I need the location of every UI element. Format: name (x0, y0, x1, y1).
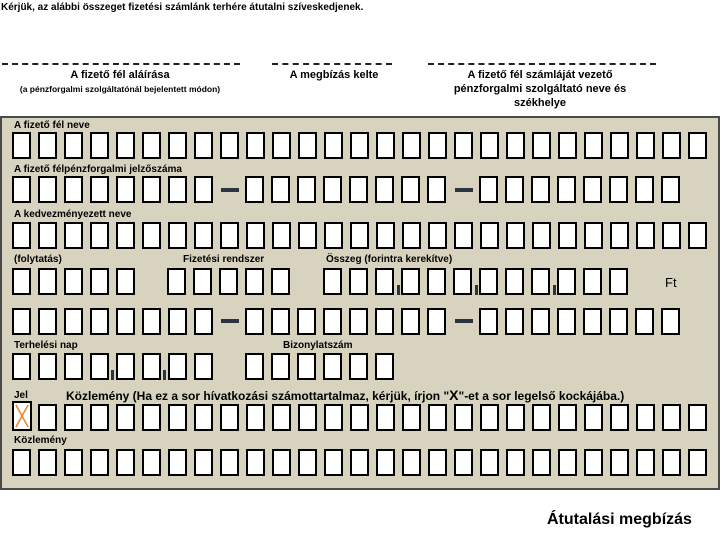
payer-account-char-box[interactable] (297, 176, 316, 203)
payer-account-char-box[interactable] (194, 176, 213, 203)
payer-name-char-box[interactable] (64, 132, 83, 159)
payer-account-char-box[interactable] (271, 176, 290, 203)
remittance-char-box[interactable] (636, 449, 655, 476)
separator-tick (397, 285, 400, 295)
document-number-char-box[interactable] (245, 353, 264, 380)
beneficiary-name-char-box[interactable] (636, 222, 655, 249)
payer-account-char-box[interactable] (116, 176, 135, 203)
bank-label: A fizető fél számláját vezető pénzforgalmi szolgáltató neve és székhelye (453, 69, 627, 109)
beneficiary-account-char-box[interactable] (661, 308, 680, 335)
beneficiary-account-char-box[interactable] (505, 308, 524, 335)
beneficiary-account-char-box[interactable] (375, 308, 394, 335)
signature-line (2, 63, 240, 65)
amount-char-box[interactable] (557, 268, 576, 295)
remittance-char-box[interactable] (350, 449, 369, 476)
payer-name-char-box[interactable] (90, 132, 109, 159)
debit-date-char-box[interactable] (12, 353, 31, 380)
remittance-char-box[interactable] (116, 404, 135, 431)
payer-account-char-box[interactable] (375, 176, 394, 203)
continuation-char-box[interactable] (116, 268, 135, 295)
payer-account-label: A fizető félpénzforgalmi jelzőszáma (14, 164, 182, 175)
payer-account-char-box[interactable] (38, 176, 57, 203)
payer-account-char-box[interactable] (427, 176, 446, 203)
remittance-char-box[interactable] (402, 449, 421, 476)
payer-name-char-box[interactable] (324, 132, 343, 159)
remittance-char-box[interactable] (402, 404, 421, 431)
remittance-char-box[interactable] (220, 404, 239, 431)
remittance-char-box[interactable] (610, 404, 629, 431)
payer-account-char-box[interactable] (401, 176, 420, 203)
amount-char-box[interactable] (349, 268, 368, 295)
payer-account-char-box[interactable] (12, 176, 31, 203)
remittance-char-box[interactable] (558, 404, 577, 431)
remittance-char-box[interactable] (272, 449, 291, 476)
separator-dash (221, 188, 239, 192)
payer-account-char-box[interactable] (323, 176, 342, 203)
beneficiary-name-char-box[interactable] (12, 222, 31, 249)
payer-account-char-box[interactable] (90, 176, 109, 203)
beneficiary-account-char-box[interactable] (38, 308, 57, 335)
flag-checkbox[interactable] (12, 401, 32, 431)
document-number-char-box[interactable] (375, 353, 394, 380)
payer-name-char-box[interactable] (636, 132, 655, 159)
payer-name-char-box[interactable] (688, 132, 707, 159)
remittance-title-pre: Közlemény (Ha ez a sor hívatkozási számottartalmaz, kérjük, írjon " (66, 389, 450, 403)
beneficiary-account-char-box[interactable] (245, 308, 264, 335)
remittance-char-box[interactable] (168, 449, 187, 476)
beneficiary-account-char-box[interactable] (635, 308, 654, 335)
remittance-char-box[interactable] (480, 449, 499, 476)
beneficiary-name-char-box[interactable] (324, 222, 343, 249)
beneficiary-name-char-box[interactable] (220, 222, 239, 249)
remittance-char-box[interactable] (64, 404, 83, 431)
payer-account-char-box[interactable] (557, 176, 576, 203)
remittance-char-box[interactable] (662, 449, 681, 476)
payer-name-char-box[interactable] (38, 132, 57, 159)
remittance-char-box[interactable] (662, 404, 681, 431)
payer-account-char-box[interactable] (583, 176, 602, 203)
remittance-char-box[interactable] (350, 404, 369, 431)
currency-label: Ft (665, 275, 677, 290)
beneficiary-name-char-box[interactable] (194, 222, 213, 249)
remittance-char-box[interactable] (454, 449, 473, 476)
beneficiary-account-char-box[interactable] (557, 308, 576, 335)
payer-name-char-box[interactable] (584, 132, 603, 159)
payer-name-char-box[interactable] (610, 132, 629, 159)
document-number-char-box[interactable] (323, 353, 342, 380)
beneficiary-account-char-box[interactable] (427, 308, 446, 335)
remittance-char-box[interactable] (116, 449, 135, 476)
beneficiary-name-char-box[interactable] (532, 222, 551, 249)
amount-char-box[interactable] (531, 268, 550, 295)
beneficiary-account-char-box[interactable] (583, 308, 602, 335)
payer-name-char-box[interactable] (142, 132, 161, 159)
payer-account-char-box[interactable] (661, 176, 680, 203)
remittance-title-x: X (449, 387, 459, 403)
remittance-char-box[interactable] (324, 449, 343, 476)
beneficiary-name-char-box[interactable] (428, 222, 447, 249)
beneficiary-name-char-box[interactable] (402, 222, 421, 249)
date-label: A megbízás kelte (289, 69, 379, 81)
beneficiary-name-char-box[interactable] (116, 222, 135, 249)
beneficiary-name-char-box[interactable] (688, 222, 707, 249)
separator-tick (163, 370, 166, 380)
beneficiary-account-char-box[interactable] (194, 308, 213, 335)
debit-date-char-box[interactable] (64, 353, 83, 380)
separator-dash (455, 319, 473, 323)
payer-account-char-box[interactable] (245, 176, 264, 203)
amount-char-box[interactable] (323, 268, 342, 295)
remittance-char-box[interactable] (38, 404, 57, 431)
remittance-char-box[interactable] (298, 449, 317, 476)
debit-date-char-box[interactable] (90, 353, 109, 380)
continuation-char-box[interactable] (90, 268, 109, 295)
amount-char-box[interactable] (609, 268, 628, 295)
amount-char-box[interactable] (505, 268, 524, 295)
remittance-char-box[interactable] (532, 449, 551, 476)
beneficiary-name-char-box[interactable] (558, 222, 577, 249)
beneficiary-name-char-box[interactable] (246, 222, 265, 249)
remittance-char-box[interactable] (298, 404, 317, 431)
beneficiary-name-char-box[interactable] (90, 222, 109, 249)
remittance-char-box[interactable] (246, 449, 265, 476)
signature-label-text: A fizető fél aláírása (70, 69, 170, 81)
beneficiary-account-char-box[interactable] (323, 308, 342, 335)
beneficiary-account-char-box[interactable] (142, 308, 161, 335)
beneficiary-name-char-box[interactable] (142, 222, 161, 249)
amount-char-box[interactable] (401, 268, 420, 295)
remittance-title-post: "-et a sor legelső kockájába.) (458, 389, 625, 403)
amount-char-box[interactable] (375, 268, 394, 295)
remittance-char-box[interactable] (194, 449, 213, 476)
beneficiary-name-char-box[interactable] (506, 222, 525, 249)
beneficiary-name-char-box[interactable] (584, 222, 603, 249)
debit-date-char-box[interactable] (168, 353, 187, 380)
payment-system-char-box[interactable] (245, 268, 264, 295)
intro-text: Kérjük, az alábbi összeget fizetési számlánk terhére átutalni szíveskedjenek. (1, 2, 364, 13)
amount-char-box[interactable] (453, 268, 472, 295)
remittance-char-box[interactable] (142, 449, 161, 476)
remittance-char-box[interactable] (428, 404, 447, 431)
remittance-char-box[interactable] (142, 404, 161, 431)
document-number-char-box[interactable] (271, 353, 290, 380)
remittance-char-box[interactable] (558, 449, 577, 476)
document-number-label: Bizonylatszám (283, 340, 353, 351)
beneficiary-name-char-box[interactable] (272, 222, 291, 249)
document-number-char-box[interactable] (349, 353, 368, 380)
beneficiary-account-char-box[interactable] (401, 308, 420, 335)
remittance-title (66, 387, 624, 403)
remittance-char-box[interactable] (480, 404, 499, 431)
payer-account-char-box[interactable] (531, 176, 550, 203)
continuation-char-box[interactable] (12, 268, 31, 295)
payer-name-char-box[interactable] (454, 132, 473, 159)
remittance-char-box[interactable] (428, 449, 447, 476)
beneficiary-account-char-box[interactable] (12, 308, 31, 335)
remittance-char-box[interactable] (324, 404, 343, 431)
remittance-char-box[interactable] (636, 404, 655, 431)
payer-name-char-box[interactable] (376, 132, 395, 159)
payment-system-char-box[interactable] (193, 268, 212, 295)
amount-char-box[interactable] (427, 268, 446, 295)
amount-label: Összeg (forintra kerekítve) (326, 254, 453, 265)
bank-line (428, 63, 656, 65)
separator-tick (553, 285, 556, 295)
amount-char-box[interactable] (479, 268, 498, 295)
remittance-char-box[interactable] (376, 404, 395, 431)
signature-sublabel: (a pénzforgalmi szolgáltatónál bejelentett módon) (19, 84, 221, 94)
continuation-label: (folytatás) (14, 254, 62, 265)
remittance-char-box[interactable] (168, 404, 187, 431)
separator-dash (455, 188, 473, 192)
remittance-char-box[interactable] (220, 449, 239, 476)
date-line (272, 63, 392, 65)
payer-account-char-box[interactable] (349, 176, 368, 203)
remittance-char-box[interactable] (38, 449, 57, 476)
beneficiary-name-char-box[interactable] (480, 222, 499, 249)
beneficiary-name-char-box[interactable] (64, 222, 83, 249)
beneficiary-account-char-box[interactable] (349, 308, 368, 335)
payer-name-label: A fizető fél neve (14, 120, 90, 131)
form-title: Átutalási megbízás (547, 511, 692, 528)
beneficiary-name-char-box[interactable] (662, 222, 681, 249)
payer-name-char-box[interactable] (480, 132, 499, 159)
signature-label (0, 68, 240, 96)
x-mark-icon (14, 403, 30, 429)
payer-name-char-box[interactable] (194, 132, 213, 159)
beneficiary-account-char-box[interactable] (116, 308, 135, 335)
payer-name-char-box[interactable] (350, 132, 369, 159)
payer-name-char-box[interactable] (532, 132, 551, 159)
debit-date-char-box[interactable] (116, 353, 135, 380)
debit-date-char-box[interactable] (38, 353, 57, 380)
payer-name-char-box[interactable] (558, 132, 577, 159)
payment-system-char-box[interactable] (219, 268, 238, 295)
beneficiary-name-char-box[interactable] (610, 222, 629, 249)
payer-account-char-box[interactable] (505, 176, 524, 203)
remittance-char-box[interactable] (610, 449, 629, 476)
remittance-char-box[interactable] (376, 449, 395, 476)
payer-account-char-box[interactable] (64, 176, 83, 203)
payer-name-char-box[interactable] (220, 132, 239, 159)
beneficiary-account-char-box[interactable] (609, 308, 628, 335)
remittance-char-box[interactable] (272, 404, 291, 431)
beneficiary-name-char-box[interactable] (350, 222, 369, 249)
payer-account-char-box[interactable] (635, 176, 654, 203)
beneficiary-account-char-box[interactable] (531, 308, 550, 335)
payer-name-char-box[interactable] (662, 132, 681, 159)
payer-name-char-box[interactable] (116, 132, 135, 159)
separator-dash (221, 319, 239, 323)
remittance-char-box[interactable] (506, 404, 525, 431)
payer-account-char-box[interactable] (479, 176, 498, 203)
beneficiary-account-char-box[interactable] (90, 308, 109, 335)
debit-date-label: Terhelési nap (14, 340, 78, 351)
beneficiary-name-char-box[interactable] (38, 222, 57, 249)
beneficiary-account-char-box[interactable] (271, 308, 290, 335)
separator-tick (111, 370, 114, 380)
amount-char-box[interactable] (583, 268, 602, 295)
continuation-char-box[interactable] (38, 268, 57, 295)
remittance-char-box[interactable] (584, 449, 603, 476)
beneficiary-account-char-box[interactable] (168, 308, 187, 335)
payer-name-char-box[interactable] (298, 132, 317, 159)
remittance-char-box[interactable] (584, 404, 603, 431)
document-number-char-box[interactable] (297, 353, 316, 380)
remittance-char-box[interactable] (246, 404, 265, 431)
beneficiary-account-char-box[interactable] (64, 308, 83, 335)
payer-name-char-box[interactable] (168, 132, 187, 159)
remittance-char-box[interactable] (532, 404, 551, 431)
remittance-label: Közlemény (14, 435, 67, 446)
payer-name-char-box[interactable] (428, 132, 447, 159)
debit-date-char-box[interactable] (194, 353, 213, 380)
payment-system-char-box[interactable] (271, 268, 290, 295)
payment-system-char-box[interactable] (167, 268, 186, 295)
payer-name-char-box[interactable] (12, 132, 31, 159)
payer-name-char-box[interactable] (246, 132, 265, 159)
beneficiary-name-char-box[interactable] (168, 222, 187, 249)
beneficiary-name-char-box[interactable] (376, 222, 395, 249)
remittance-char-box[interactable] (454, 404, 473, 431)
beneficiary-account-char-box[interactable] (479, 308, 498, 335)
flag-label: Jel (14, 390, 28, 401)
remittance-char-box[interactable] (506, 449, 525, 476)
beneficiary-name-label: A kedvezményezett neve (14, 209, 132, 220)
continuation-char-box[interactable] (64, 268, 83, 295)
payer-name-char-box[interactable] (402, 132, 421, 159)
remittance-char-box[interactable] (12, 449, 31, 476)
remittance-char-box[interactable] (90, 404, 109, 431)
payer-account-char-box[interactable] (609, 176, 628, 203)
remittance-char-box[interactable] (688, 449, 707, 476)
payment-system-label: Fizetési rendszer (183, 254, 265, 265)
separator-tick (475, 285, 478, 295)
remittance-char-box[interactable] (64, 449, 83, 476)
beneficiary-name-char-box[interactable] (454, 222, 473, 249)
beneficiary-name-char-box[interactable] (298, 222, 317, 249)
payer-name-char-box[interactable] (506, 132, 525, 159)
payer-name-char-box[interactable] (272, 132, 291, 159)
remittance-char-box[interactable] (194, 404, 213, 431)
payer-account-char-box[interactable] (142, 176, 161, 203)
remittance-char-box[interactable] (90, 449, 109, 476)
debit-date-char-box[interactable] (142, 353, 161, 380)
beneficiary-account-char-box[interactable] (297, 308, 316, 335)
remittance-char-box[interactable] (688, 404, 707, 431)
payer-account-char-box[interactable] (168, 176, 187, 203)
